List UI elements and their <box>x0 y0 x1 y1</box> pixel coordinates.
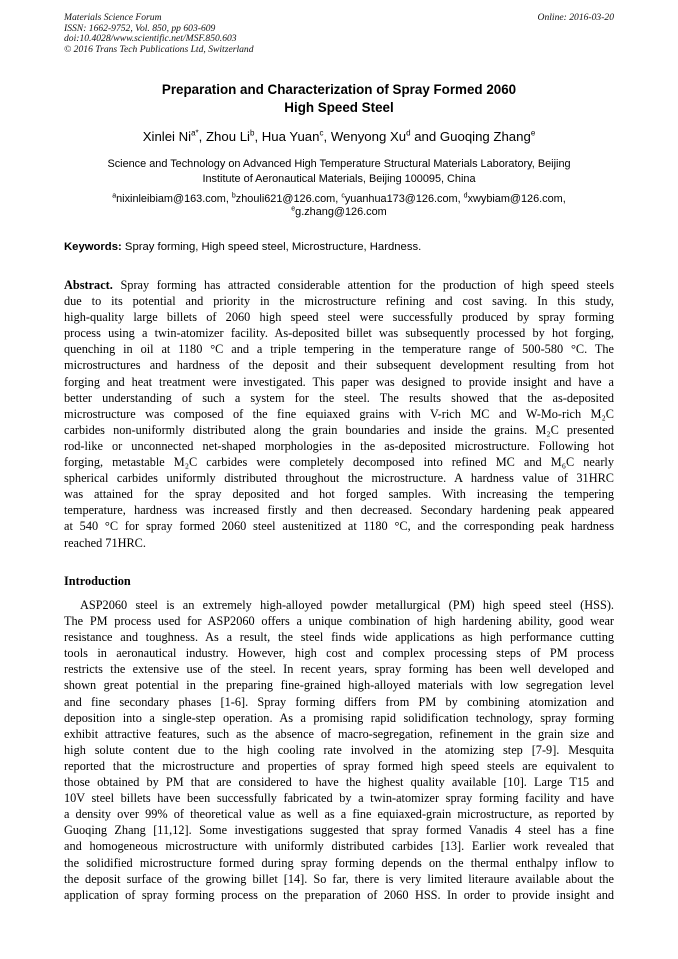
email-superscript: d <box>463 192 468 200</box>
intro-line: restricts the extensive use of the steel. In recent years, spray forming has been well developed and <box>64 662 614 677</box>
intro-line: high solute content due to the high cooling rate involved in the atomizing step [7-9]. Mesquita <box>64 742 614 757</box>
intro-line: a density over 99% of theoretical value as well as a fine equiaxed-grain microstructure, as reported by <box>64 807 614 822</box>
email-link[interactable]: nixinleibiam@163.com, <box>116 193 232 205</box>
intro-line: tools in aeronautical industry. However, high cost and complex processing steps of PM process <box>64 646 614 661</box>
intro-line: those obtained by PM that are considered to have the highest quality available [10]. Large T15 and <box>64 775 614 790</box>
online-date: Online: 2016-03-20 <box>537 12 614 23</box>
abstract-line: spherical carbides uniformly distributed throughout the microstructure. A hardness value of 31HRC <box>64 471 614 486</box>
author-superscript: d <box>406 128 411 138</box>
abstract-line: at 540 °C for spray formed 2060 steel austenitized at 1180 °C, and the corresponding peak hardness <box>64 519 614 534</box>
email-link[interactable]: xwybiam@126.com, <box>467 193 566 205</box>
abstract-line: microstructures and hardness of the deposit and their subsequent development resulting from hot <box>64 358 614 373</box>
author-superscript: b <box>250 128 255 138</box>
email-link[interactable]: zhouli621@126.com, <box>235 193 342 205</box>
author-superscript: c <box>319 128 324 138</box>
affiliation: Science and Technology on Advanced High Temperature Structural Materials Laboratory, Beijing Institute of Aeronautical Materials, Beijing 100095, China <box>107 158 571 185</box>
keywords-text: Spray forming, High speed steel, Microstructure, Hardness. <box>121 241 422 253</box>
intro-line: shown great potential in the preparing fine-grained high-alloyed materials with low segregation level <box>64 678 614 693</box>
abstract-label: Abstract. <box>64 278 113 292</box>
abstract-line: high-quality large billets of 2060 high speed steel were successfully produced by spray forming <box>64 310 614 325</box>
keywords <box>64 241 614 253</box>
introduction-body <box>64 597 614 903</box>
author-separator: , <box>323 129 331 144</box>
intro-line: reported that the microstructure and properties of spray formed high speed steels are equivalent to <box>64 758 614 773</box>
intro-line: and homogeneous microstructure with uniformly distributed carbides [13]. Earlier work revealed that <box>64 839 614 854</box>
abstract-line: better understanding of such a system for the steel. The results showed that the as-deposited <box>64 390 614 405</box>
email-link[interactable]: yuanhua173@126.com, <box>344 193 464 205</box>
intro-line: the solidified microstructure formed during spray forming depends on the thermal enthalpy inflow to <box>64 855 614 870</box>
author-superscript: e <box>530 128 536 138</box>
journal-name: Materials Science Forum <box>64 12 162 23</box>
author-name: Xinlei Ni <box>142 129 192 144</box>
intro-line: resistance and toughness. As a result, the steel finds wide applications as high performance cutting <box>64 630 614 645</box>
intro-line: 10V steel billets have been successfully fabricated by a twin-atomizer spray forming facility and have <box>64 791 614 806</box>
email-list <box>64 193 614 219</box>
author-superscript: a* <box>191 128 199 138</box>
keywords-label: Keywords: <box>64 241 122 253</box>
email-superscript: e <box>291 205 296 213</box>
author-name: Zhou Li <box>206 129 250 144</box>
abstract-line: due to its potential and priority in the microstructure refining and cost saving. In this study, <box>64 294 614 309</box>
doi-line: doi:10.4028/www.scientific.net/MSF.850.603 <box>64 33 237 44</box>
abstract-line: temperature, hardness was increased firstly and then decreased. Secondary hardening peak appeared <box>64 503 614 518</box>
abstract-line: microstructure was composed of the fine equiaxed grains with V-rich MC and W-Mo-rich M₂C <box>64 406 614 421</box>
email-link[interactable]: g.zhang@126.com <box>295 206 387 218</box>
abstract-line: forging, metastable M₂C carbides were completely decomposed into refined MC and M₆C nearly <box>64 455 614 470</box>
paper-title: Preparation and Characterization of Spray Formed 2060 High Speed Steel <box>161 82 517 115</box>
abstract-line: process using a twin-atomizer facility. As-deposited billet was subsequently processed by hot forging, <box>64 326 614 341</box>
intro-line: Guoqing Zhang [11,12]. Some investigations suggested that spray formed Vanadis 4 steel has a fine <box>64 823 614 838</box>
author-separator: and <box>410 129 440 144</box>
intro-line: the deposit surface of the growing billet [14]. So far, there is very limited literaure available about the <box>64 871 614 886</box>
intro-line: The PM process used for ASP2060 offers a unique combination of high hardening ability, good wear <box>64 614 614 629</box>
abstract-line: Abstract. Spray forming has attracted considerable attention for the production of high speed steels <box>64 278 614 292</box>
author-separator: , <box>254 129 262 144</box>
intro-line: deposition into a single-step operation. As a promising rapid solidification technology, spray forming <box>64 710 614 725</box>
abstract-line: was attained for the spray deposited and hot forged samples. With increasing the tempering <box>64 487 614 502</box>
author-name: Hua Yuan <box>261 129 320 144</box>
abstract-line: carbides non-uniformly distributed along the grain boundaries and inside the grains. M₂C presented <box>64 422 614 437</box>
intro-line: exhibit attractive features, such as the absence of macro-segregation, refinement in the grain size and <box>64 726 614 741</box>
section-heading-introduction: Introduction <box>64 574 131 588</box>
intro-line: and fine secondary phases [1-6]. Spray forming differs from PM by combining atomization and <box>64 694 614 709</box>
abstract-line: reached 71HRC. <box>64 535 146 550</box>
journal-header <box>64 13 254 55</box>
email-superscript: b <box>231 192 236 200</box>
intro-line: ASP2060 steel is an extremely high-alloyed powder metallurgical (PM) high speed steel (HSS). <box>80 598 614 612</box>
email-superscript: c <box>341 192 345 200</box>
author-name: Guoqing Zhang <box>439 129 531 144</box>
author-name: Wenyong Xu <box>330 129 407 144</box>
author-list <box>64 129 614 144</box>
author-separator: , <box>198 129 206 144</box>
issn-line: ISSN: 1662-9752, Vol. 850, pp 603-609 <box>64 22 216 34</box>
abstract <box>64 277 614 551</box>
email-superscript: a <box>112 192 117 200</box>
copyright-line: © 2016 Trans Tech Publications Ltd, Switzerland <box>64 43 254 55</box>
abstract-line: quenching in oil at 1180 °C and a triple tempering in the temperature range of 500-580 °C. The <box>64 342 614 357</box>
intro-line: application of spray forming process on the preparation of 2060 HSS. In order to provide insight and <box>64 887 614 902</box>
abstract-line: rod-like or unconnected net-shaped morphologies in the as-deposited microstructure. Following hot <box>64 438 614 453</box>
abstract-line: forging and heat treatment were investigated. This paper was designed to provide insight and have a <box>64 374 614 389</box>
